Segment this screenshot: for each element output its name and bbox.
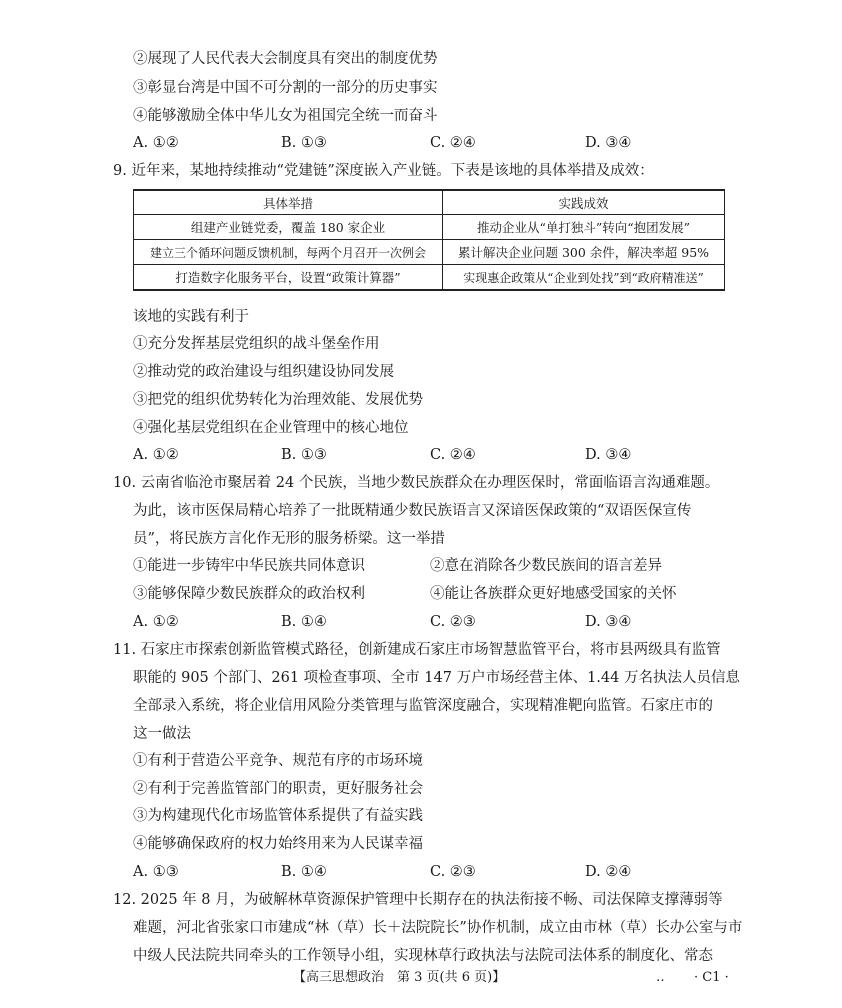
footer-code: · C1 · bbox=[694, 970, 729, 985]
q10-option-d: D. ③④ bbox=[585, 614, 632, 630]
q9-statement-4: ④强化基层党组织在企业管理中的核心地位 bbox=[133, 420, 409, 436]
q9-option-d: D. ③④ bbox=[585, 447, 632, 463]
q8-option-d: D. ③④ bbox=[585, 135, 632, 151]
table-row bbox=[134, 265, 725, 291]
table-row bbox=[134, 215, 725, 240]
q11-option-d: D. ②④ bbox=[585, 864, 632, 880]
q12-stem-line-3: 中级人民法院共同牵头的工作领导小组，实现林草行政执法与法院司法体系的制度化、常态 bbox=[133, 948, 713, 964]
q8-option-a: A. ①② bbox=[133, 135, 179, 151]
q11-statement-2: ②有利于完善监管部门的职责，更好服务社会 bbox=[133, 781, 423, 797]
q11-stem-line-1: 11. 石家庄市探索创新监管模式路径，创新建成石家庄市场智慧监管平台，将市县两级具有监管 bbox=[113, 642, 721, 658]
q8-statement-3: ③彰显台湾是中国不可分割的一部分的历史事实 bbox=[133, 80, 438, 96]
q9-statement-3: ③把党的组织优势转化为治理效能、发展优势 bbox=[133, 392, 423, 408]
q9-lead: 该地的实践有利于 bbox=[133, 309, 249, 325]
q9-statement-1: ①充分发挥基层党组织的战斗堡垒作用 bbox=[133, 336, 380, 352]
q11-statement-1: ①有利于营造公平竞争、规范有序的市场环境 bbox=[133, 753, 423, 769]
q11-stem-line-4: 这一做法 bbox=[133, 726, 191, 742]
q10-option-c: C. ②③ bbox=[430, 614, 476, 630]
q8-option-c: C. ②④ bbox=[430, 135, 476, 151]
q10-statements-row-1 bbox=[133, 556, 733, 576]
q10-statements-row-2 bbox=[133, 584, 733, 604]
q10-option-b: B. ①④ bbox=[281, 614, 327, 630]
q8-option-b: B. ①③ bbox=[281, 135, 327, 151]
q11-statement-3: ③为构建现代化市场监管体系提供了有益实践 bbox=[133, 808, 423, 824]
table-cell: 累计解决企业问题 300 余件，解决率超 95% bbox=[443, 240, 725, 265]
q11-options bbox=[133, 862, 733, 882]
q12-stem-line-2: 难题，河北省张家口市建成“林（草）长＋法院院长”协作机制，成立由市林（草）长办公室与市 bbox=[133, 920, 743, 936]
q8-statement-4: ④能够激励全体中华儿女为祖国完全统一而奋斗 bbox=[133, 108, 438, 124]
q10-statement-1: ①能进一步铸牢中华民族共同体意识 bbox=[133, 558, 365, 574]
q11-stem-line-3: 全部录入系统，将企业信用风险分类管理与监管深度融合，实现精准靶向监管。石家庄市的 bbox=[133, 698, 713, 714]
table-cell: 组建产业链党委，覆盖 180 家企业 bbox=[134, 215, 443, 240]
q8-options bbox=[133, 133, 733, 153]
q10-stem-line-1: 10. 云南省临沧市聚居着 24 个民族，当地少数民族群众在办理医保时，常面临语言沟通难题。 bbox=[113, 475, 720, 491]
q12-stem-line-1: 12. 2025 年 8 月，为破解林草资源保护管理中长期存在的执法衔接不畅、司法保障支撑薄弱等 bbox=[113, 892, 723, 908]
q10-stem-line-3: 员”，将民族方言化作无形的服务桥梁。这一举措 bbox=[133, 531, 445, 547]
q10-statement-3: ③能够保障少数民族群众的政治权利 bbox=[133, 586, 365, 602]
q9-options bbox=[133, 445, 733, 465]
q10-stem-line-2: 为此，该市医保局精心培养了一批既精通少数民族语言又深谙医保政策的“双语医保宣传 bbox=[133, 503, 692, 519]
q9-option-c: C. ②④ bbox=[430, 447, 476, 463]
q10-option-a: A. ①② bbox=[133, 614, 179, 630]
q10-statement-2: ②意在消除各少数民族间的语言差异 bbox=[430, 558, 662, 574]
table-cell: 实现惠企政策从“企业到处找”到“政府精准送” bbox=[443, 265, 725, 291]
table-row bbox=[134, 240, 725, 265]
table-cell: 推动企业从“单打独斗”转向“抱团发展” bbox=[443, 215, 725, 240]
q11-statement-4: ④能够确保政府的权力始终用来为人民谋幸福 bbox=[133, 836, 423, 852]
table-header-measures: 具体举措 bbox=[134, 190, 443, 215]
page-footer-label: 【高三思想政治 第 3 页(共 6 页)】 bbox=[293, 970, 506, 985]
footer-dots: ‥ bbox=[656, 970, 665, 985]
table-cell: 建立三个循环问题反馈机制，每两个月召开一次例会 bbox=[134, 240, 443, 265]
q11-option-b: B. ①④ bbox=[281, 864, 327, 880]
table-cell: 打造数字化服务平台，设置“政策计算器” bbox=[134, 265, 443, 291]
q10-options bbox=[133, 612, 733, 632]
q9-option-b: B. ①③ bbox=[281, 447, 327, 463]
q11-option-a: A. ①③ bbox=[133, 864, 179, 880]
q9-measures-table bbox=[133, 189, 725, 291]
q9-stem: 9. 近年来，某地持续推动“党建链”深度嵌入产业链。下表是该地的具体举措及成效： bbox=[113, 163, 654, 179]
q11-option-c: C. ②③ bbox=[430, 864, 476, 880]
q9-option-a: A. ①② bbox=[133, 447, 179, 463]
q10-statement-4: ④能让各族群众更好地感受国家的关怀 bbox=[430, 586, 677, 602]
table-header-results: 实践成效 bbox=[443, 190, 725, 215]
q9-statement-2: ②推动党的政治建设与组织建设协同发展 bbox=[133, 364, 394, 380]
q8-statement-2: ②展现了人民代表大会制度具有突出的制度优势 bbox=[133, 51, 438, 67]
q11-stem-line-2: 职能的 905 个部门、261 项检查事项、全市 147 万户市场经营主体、1.44 万名执法人员信息 bbox=[133, 670, 740, 686]
